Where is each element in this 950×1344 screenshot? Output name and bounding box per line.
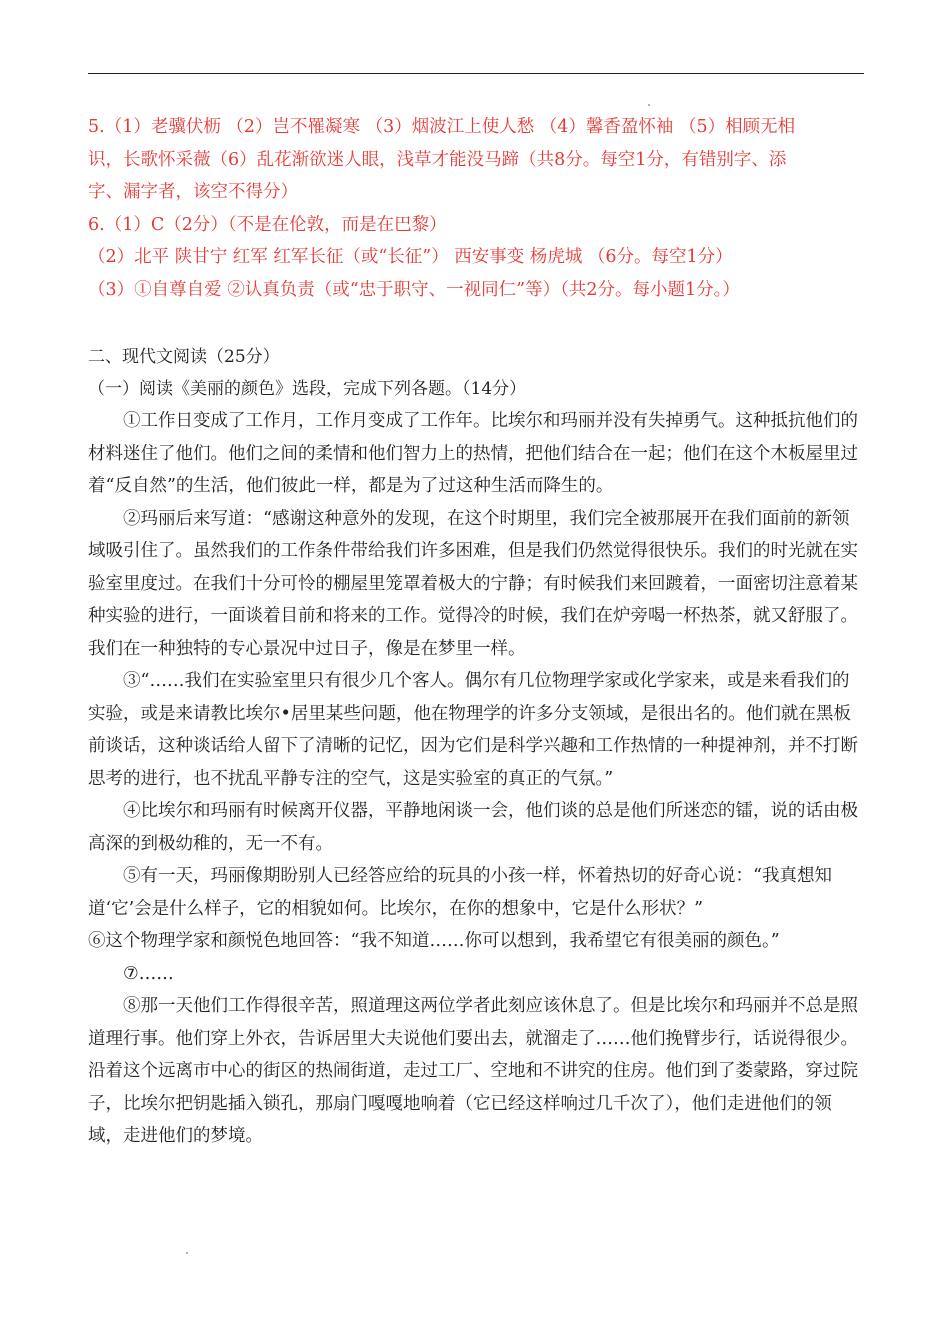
answer-q6-line3: （3）①自尊自爱 ②认真负责（或“忠于职守、一视同仁”等）（共2分。每小题1分。）: [88, 279, 740, 300]
section-heading: 二、现代文阅读（25分）: [88, 347, 280, 367]
paragraph-5: ⑤有一天，玛丽像期盼别人已经答应给的玩具的小孩一样，怀着热切的好奇心说：“我真想知道‘它’会是什么样子，它的相貌如何。比埃尔，在你的想象中，它是什么形状？”: [88, 866, 832, 919]
section-header: [88, 341, 868, 405]
scan-dot: [648, 104, 650, 106]
answer-q5-line3: 字、漏字者，该空不得分）: [88, 182, 298, 202]
answer-q5-line1: 5.（1）老骥伏枥 （2）岂不罹凝寒 （3）烟波江上使人愁 （4）馨香盈怀袖 （5）相顾无相: [88, 117, 796, 137]
paragraph-4: ④比埃尔和玛丽有时候离开仪器，平静地闲谈一会，他们谈的总是他们所迷恋的镭，说的话由极高深的到极幼稚的，无一不有。: [88, 801, 858, 854]
paragraph-1: ①工作日变成了工作月，工作月变成了工作年。比埃尔和玛丽并没有失掉勇气。这种抵抗他们的材料迷住了他们。他们之间的柔情和他们智力上的热情，把他们结合在一起；他们在这个木板屋里过着“反自然”的生活，他们彼此一样，都是为了过这种生活而降生的。: [88, 411, 858, 496]
answer-q6-line1: 6.（1）C（2分）（不是在伦敦，而是在巴黎）: [88, 214, 447, 235]
paragraph-3: ③“……我们在实验室里只有很少几个客人。偶尔有几位物理学家或化学家来，或是来看我们的实验，或是来请教比埃尔•居里某些问题，他在物理学的许多分支领域，是很出名的。他们就在黑板前谈话，这种谈话给人留下了清晰的记忆，因为它们是科学兴趣和工作热情的一种提神剂，并不打断思考的进行，也不扰乱平静专注的空气，这是实验室的真正的气氛。”: [88, 671, 858, 789]
paragraph-8: ⑧那一天他们工作得很辛苦，照道理这两位学者此刻应该休息了。但是比埃尔和玛丽并不总是照道理行事。他们穿上外衣，告诉居里大夫说他们要出去，就溜走了……他们挽臂步行，话说得很少。沿着这个远离市中心的街区的热闹街道，走过工厂、空地和不讲究的住房。他们到了娄蒙路，穿过院子，比埃尔把钥匙插入锁孔，那扇门嘎嘎地响着（它已经这样响过几千次了），他们走进他们的领域，走进他们的梦境。: [88, 996, 858, 1146]
paragraph-7: ⑦……: [123, 963, 174, 984]
scan-dot: [186, 1252, 188, 1254]
paragraph-2: ②玛丽后来写道：“感谢这种意外的发现，在这个时期里，我们完全被那展开在我们面前的新领域吸引住了。虽然我们的工作条件带给我们许多困难，但是我们仍然觉得很快乐。我们的时光就在实验室里度过。在我们十分可怜的棚屋里笼罩着极大的宁静；有时候我们来回踱着，一面密切注意着某种实验的进行，一面谈着目前和将来的工作。觉得冷的时候，我们在炉旁喝一杯热茶，就又舒服了。我们在一种独特的专心景况中过日子，像是在梦里一样。: [88, 508, 858, 659]
section-subheading: （一）阅读《美丽的颜色》选段，完成下列各题。（14分）: [88, 379, 527, 399]
answer-key: [88, 111, 868, 306]
answer-q5-line2: 识，长歌怀采薇（6）乱花渐欲迷人眼，浅草才能没马蹄（共8分。每空1分，有错别字、添: [88, 149, 787, 170]
answer-q6-line2: （2）北平 陕甘宁 红军 红军长征（或“长征”） 西安事变 杨虎城 （6分。每空1分）: [88, 247, 733, 267]
paragraph-6: ⑥这个物理学家和颜悦色地回答：“我不知道……你可以想到，我希望它有很美丽的颜色。”: [88, 931, 780, 951]
top-rule: [88, 73, 864, 74]
reading-passage: [88, 405, 863, 1153]
